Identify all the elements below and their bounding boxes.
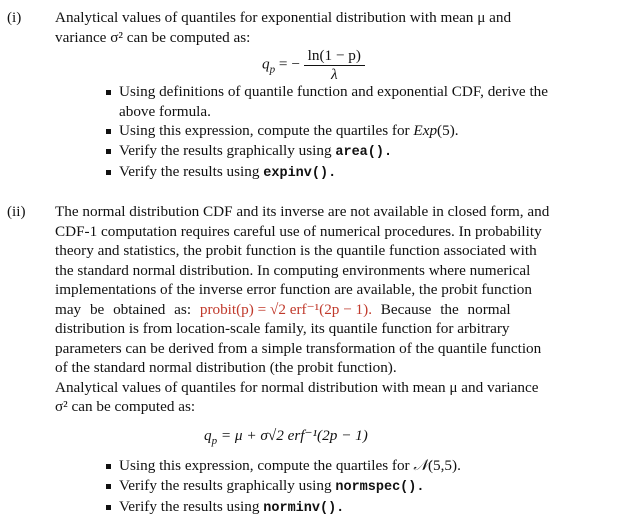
part-1-intro-line-2: variance σ² can be computed as: bbox=[55, 28, 251, 46]
probit-line-post: Because the normal bbox=[372, 300, 511, 318]
part-2-line: the standard normal distribution. In computing environments where numerical bbox=[55, 261, 531, 279]
formula-lhs: q bbox=[262, 55, 270, 73]
bullet-text: Using definitions of quantile function and exponential CDF, derive the above formula. bbox=[119, 83, 549, 120]
part-1-number: (i) bbox=[7, 9, 22, 26]
part-1-bullet bbox=[106, 162, 576, 184]
formula-numerator: ln(1 − p) bbox=[304, 46, 365, 66]
part-2-bullet bbox=[106, 497, 576, 519]
bullet-math: 𝒩 bbox=[413, 457, 428, 474]
bullet-text: Verify the results using bbox=[119, 163, 264, 181]
part-2-line: implementations of the inverse error function are available, the probit function bbox=[55, 281, 532, 298]
part-1-bullet bbox=[106, 141, 576, 163]
part-1-bullet bbox=[106, 82, 576, 121]
part-2-number: (ii) bbox=[7, 203, 26, 220]
formula-rhs: = μ + σ√2 erf⁻¹(2p − 1) bbox=[217, 427, 368, 444]
probit-line bbox=[55, 300, 575, 320]
part-2-bullet bbox=[106, 456, 576, 476]
bullet-text: Using this expression, compute the quartiles for bbox=[119, 457, 414, 474]
part-2-line: distribution is from location-scale family, its quantile function for arbitrary bbox=[55, 320, 510, 337]
bullet-text: Using this expression, compute the quartiles for bbox=[119, 122, 414, 140]
formula-subscript: p bbox=[269, 63, 276, 76]
normal-quantile-formula bbox=[204, 426, 368, 452]
part-2-bullet-list bbox=[106, 456, 576, 519]
part-2-line: The normal distribution CDF and its inverse are not available in closed form, and bbox=[55, 203, 550, 220]
bullet-code: norminv(). bbox=[263, 501, 345, 517]
formula-lhs: q bbox=[204, 427, 212, 444]
formula-equals: = − bbox=[275, 55, 300, 73]
bullet-text: Verify the results using bbox=[119, 498, 264, 516]
formula-fraction bbox=[304, 46, 365, 84]
bullet-math-post: (5,5). bbox=[427, 457, 461, 474]
part-2-line: of the standard normal distribution (the probit function). bbox=[55, 359, 397, 376]
bullet-text: Verify the results graphically using bbox=[119, 141, 336, 159]
bullet-code: normspec(). bbox=[335, 479, 425, 495]
bullet-text: Verify the results graphically using bbox=[119, 476, 336, 494]
bullet-code: expinv(). bbox=[263, 166, 337, 182]
part-2-bullet bbox=[106, 476, 576, 498]
bullet-math-post: (5). bbox=[437, 122, 459, 140]
probit-line-pre: may be obtained as: bbox=[55, 300, 200, 318]
part-2-line: CDF-1 computation requires careful use of numerical procedures. In probability bbox=[55, 222, 542, 240]
analytic-line-2: σ² can be computed as: bbox=[55, 398, 196, 415]
part-1-intro bbox=[55, 8, 575, 47]
part-1-bullet bbox=[106, 121, 576, 141]
analytic-line-1: Analytical values of quantiles for normal distribution with mean μ and variance bbox=[55, 378, 539, 396]
part-2-line: parameters can be derived from a simple transformation of the quantile function bbox=[55, 339, 542, 357]
bullet-code: area(). bbox=[335, 144, 393, 160]
part-2-line: theory and statistics, the probit function is the quantile function associated with bbox=[55, 242, 537, 259]
probit-formula: probit(p) = √2 erf⁻¹(2p − 1). bbox=[199, 300, 372, 318]
part-1-intro-line-1: Analytical values of quantiles for exponential distribution with mean μ and bbox=[55, 9, 512, 26]
bullet-math: Exp bbox=[413, 122, 438, 140]
exponential-quantile-formula bbox=[262, 46, 365, 84]
formula-denominator: λ bbox=[330, 66, 338, 83]
part-2-paragraph bbox=[55, 202, 575, 417]
formula-subscript: p bbox=[211, 435, 218, 448]
part-1-bullet-list bbox=[106, 82, 576, 184]
